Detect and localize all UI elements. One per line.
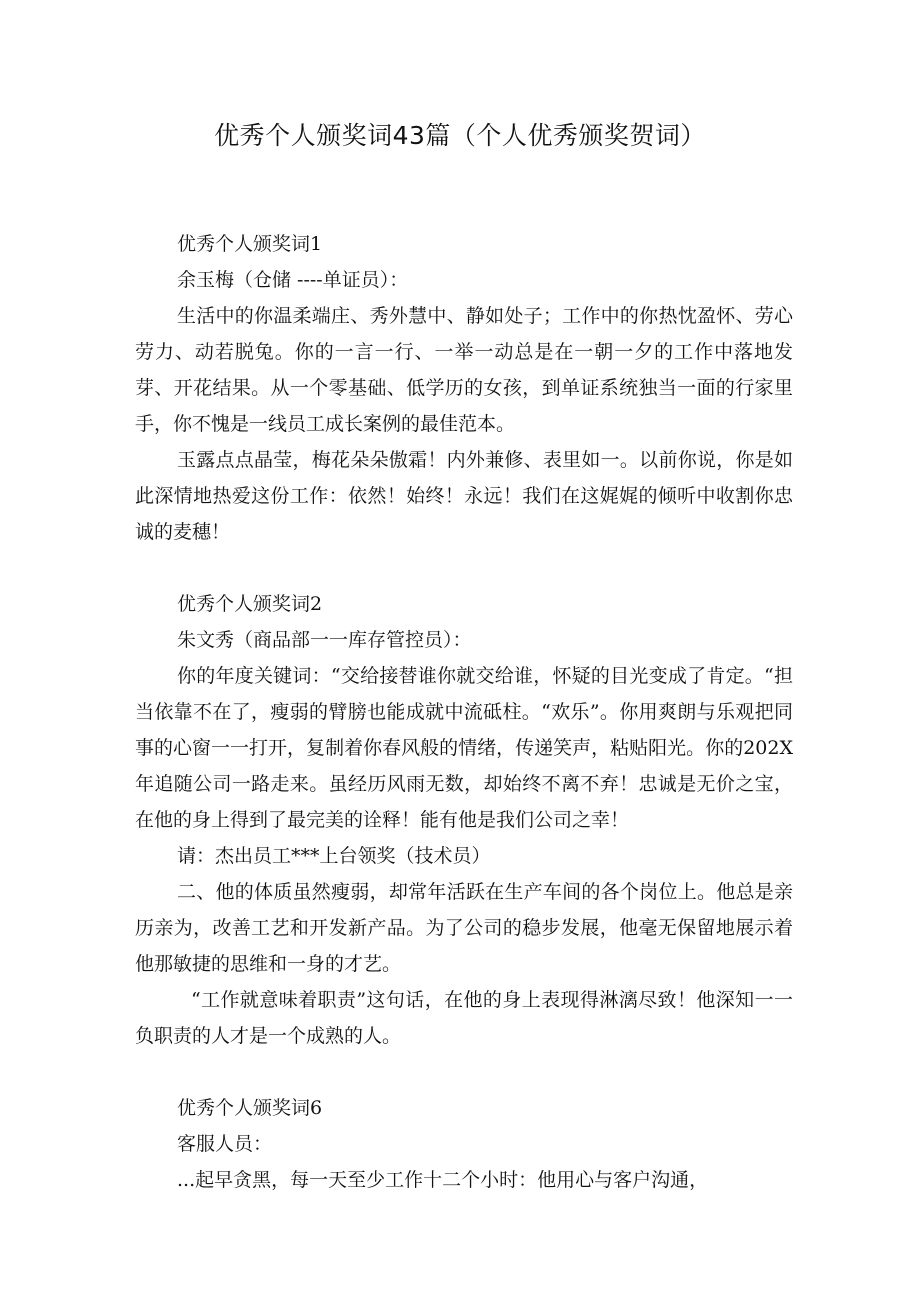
- document-body: [135, 226, 793, 1198]
- document-title: 优秀个人颁奖词43篇（个人优秀颁奖贺词）: [214, 121, 706, 150]
- body-paragraph: ...起早贪黑，每一天至少工作十二个小时：他用心与客户沟通，: [177, 1169, 709, 1191]
- body-paragraph: 你的年度关键词：“交给接替谁你就交给谁，怀疑的目光变成了肯定。“担当依靠不在了，瘦弱的臂膀也能成就中流砥柱。“欢乐”。你用爽朗与乐观把同事的心窗一一打开，复制着你春风般的情绪，传递笑声，粘贴阳光。你的202X年追随公司一路走来。虽经历风雨无数，却始终不离不弃！忠诚是无价之宝，在他的身上得到了最完美的诠释！能有他是我们公司之幸！: [135, 665, 793, 831]
- body-paragraph: “工作就意味着职责”这句话，在他的身上表现得淋漓尽致！他深知一一负职责的人才是一个成熟的人。: [135, 989, 793, 1047]
- body-paragraph: 玉露点点晶莹，梅花朵朵傲霜！内外兼修、表里如一。以前你说，你是如此深情地热爱这份工作：依然！始终！永远！我们在这娓娓的倾听中收割你忠诚的麦穗！: [135, 449, 793, 543]
- section-heading: 优秀个人颁奖词6: [177, 1097, 323, 1119]
- recipient-line: 客服人员：: [177, 1133, 273, 1155]
- section-spacer: [135, 550, 793, 586]
- body-paragraph: 生活中的你温柔端庄、秀外慧中、静如处子；工作中的你热忱盈怀、劳心劳力、动若脱兔。你的一言一行、一举一动总是在一朝一夕的工作中落地发芽、开花结果。从一个零基础、低学历的女孩，到单证系统独当一面的行家里手，你不愧是一线员工成长案例的最佳范本。: [135, 305, 793, 435]
- section-spacer: [135, 1054, 793, 1090]
- recipient-line: 朱文秀（商品部一一库存管控员）：: [177, 629, 472, 651]
- recipient-line: 余玉梅（仓储 ----单证员）：: [177, 269, 409, 291]
- body-paragraph: 二、他的体质虽然瘦弱，却常年活跃在生产车间的各个岗位上。他总是亲历亲为，改善工艺和开发新产品。为了公司的稳步发展，他毫无保留地展示着他那敏捷的思维和一身的才艺。: [135, 881, 793, 975]
- award-call-line: 请：杰出员工***上台领奖（技术员）: [177, 845, 491, 867]
- section-heading: 优秀个人颁奖词2: [177, 593, 323, 615]
- section-heading: 优秀个人颁奖词1: [177, 233, 323, 255]
